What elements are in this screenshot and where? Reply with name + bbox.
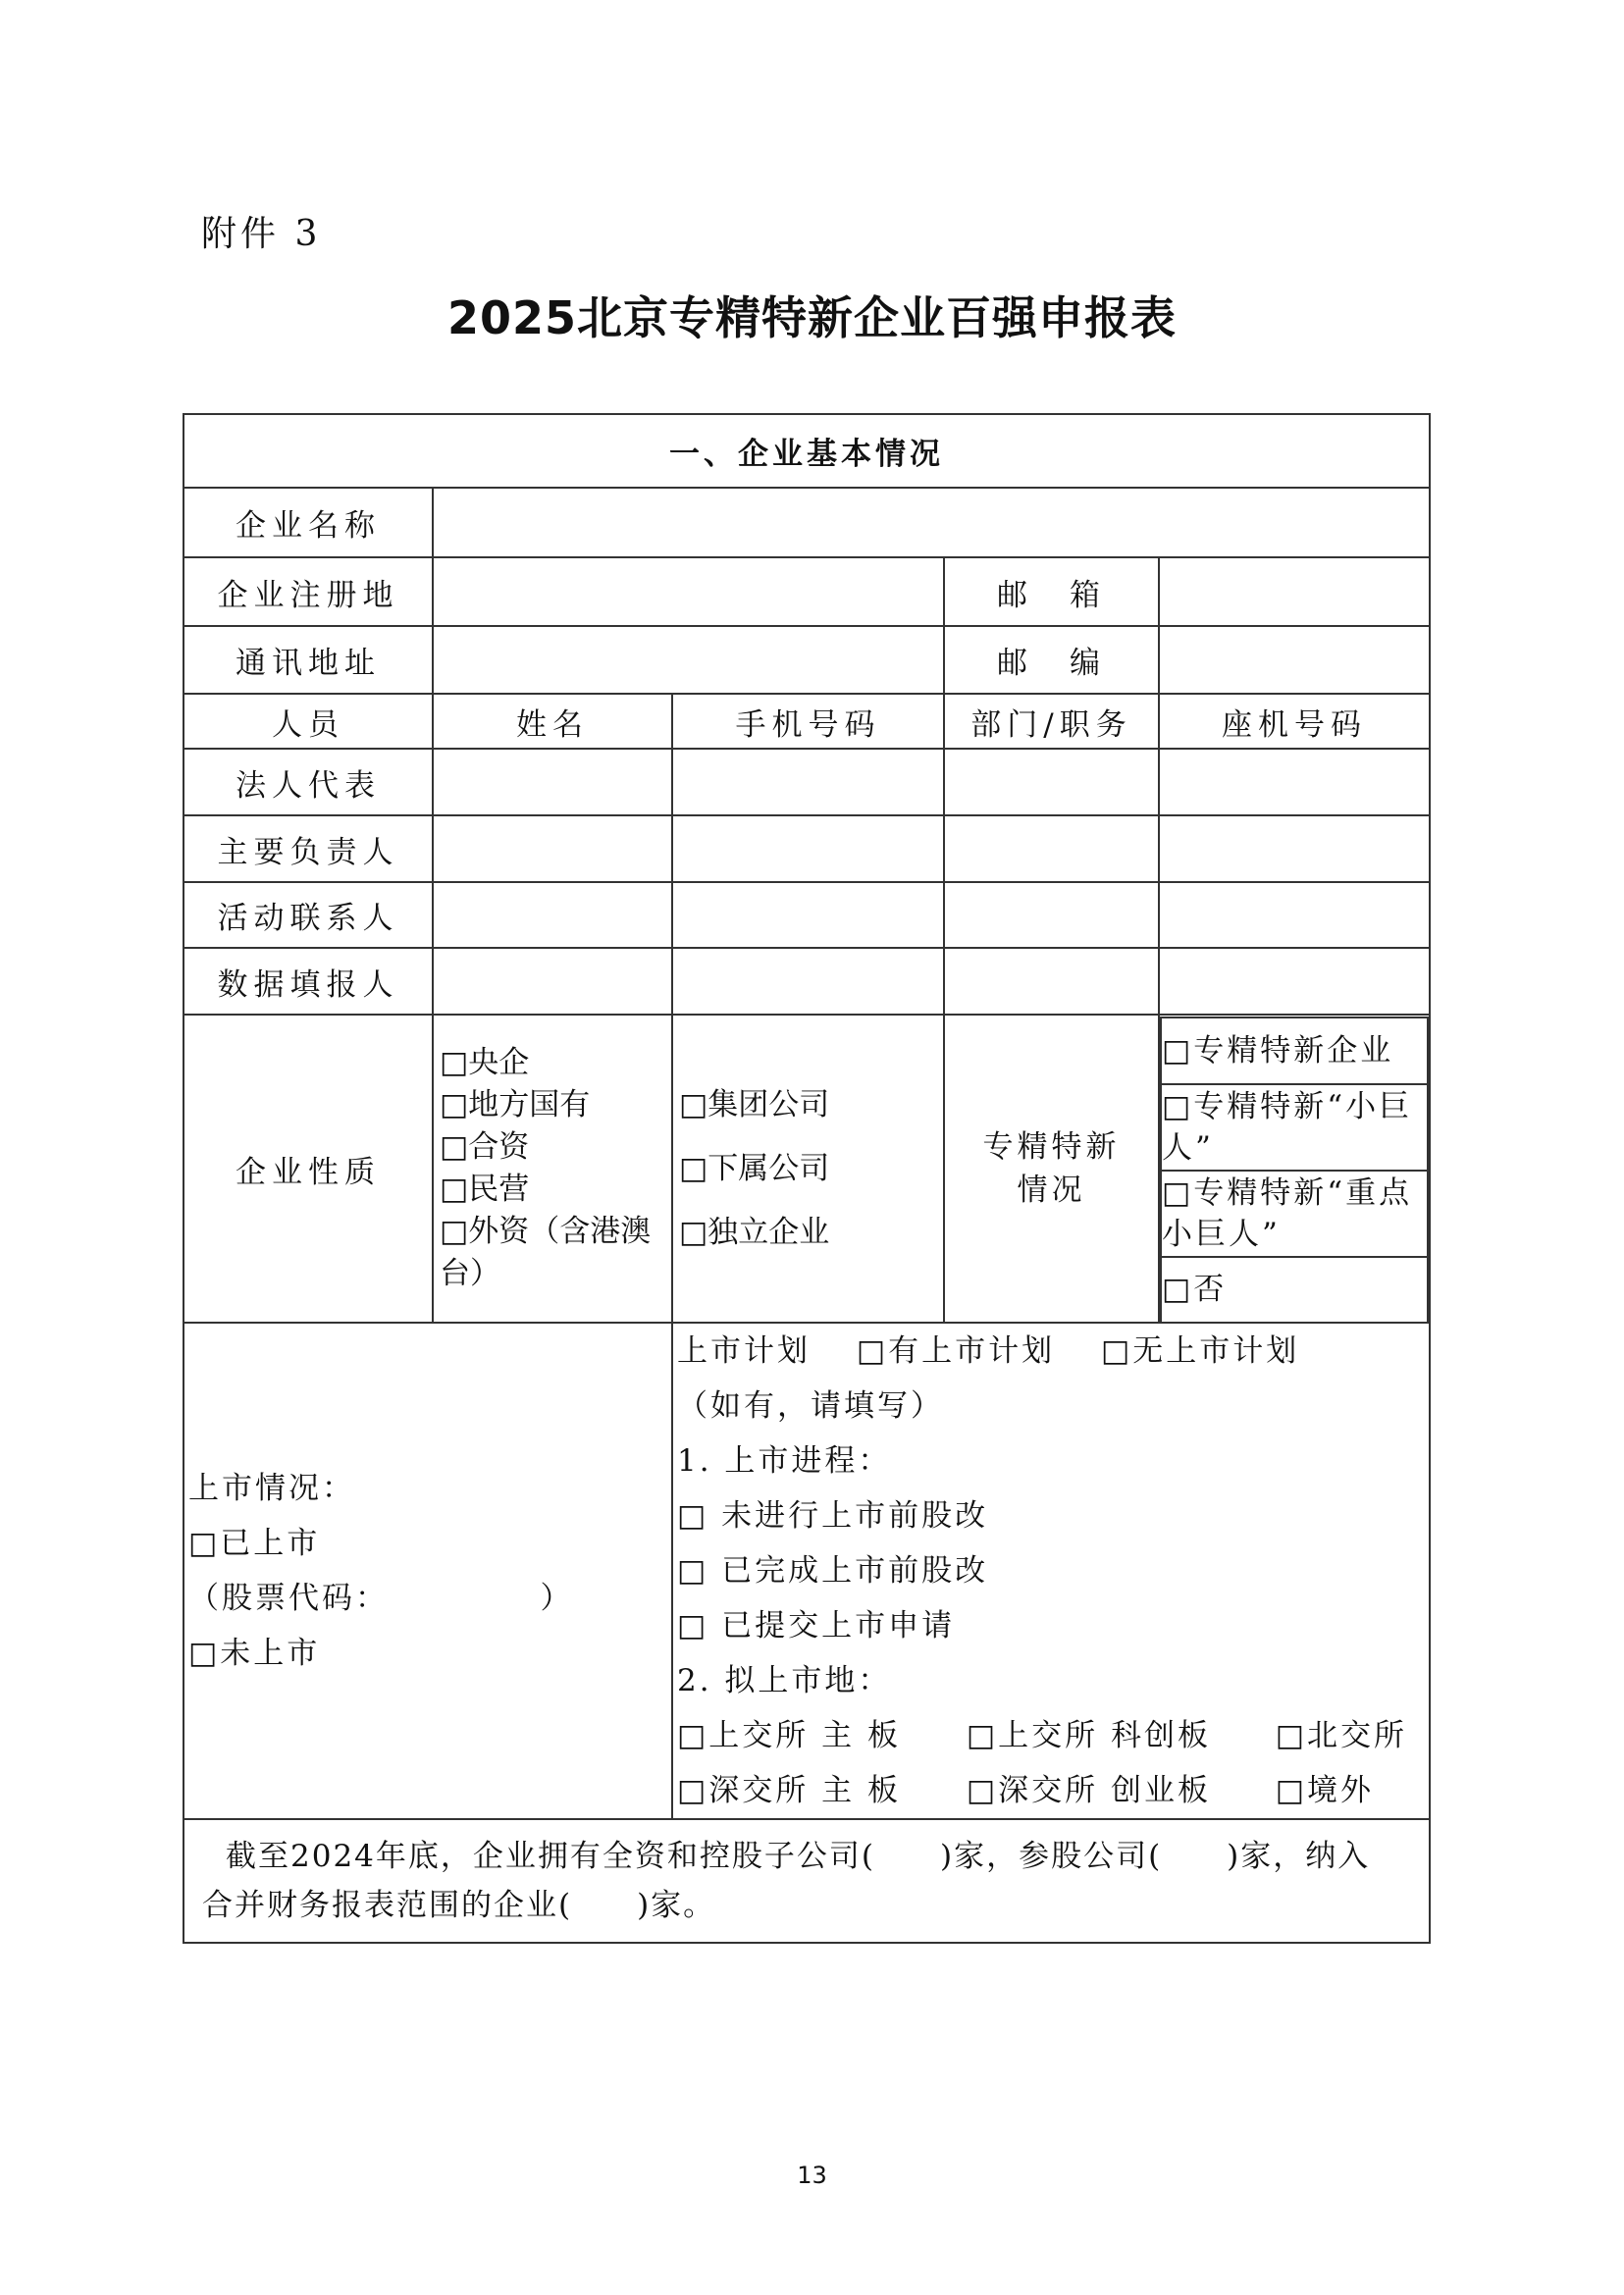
address-label: 通讯地址 [183, 626, 433, 694]
option-listed[interactable]: □已上市 [188, 1526, 321, 1561]
company-name-label: 企业名称 [183, 488, 433, 557]
legal-rep-department-field[interactable] [944, 749, 1159, 815]
option-sse-main[interactable]: □上交所 主 板 [677, 1718, 901, 1753]
listing-plan-cell [672, 1323, 1430, 1819]
option-key-little-giant[interactable]: □专精特新“重点小巨人” [1161, 1171, 1428, 1257]
contact-name-field[interactable] [433, 882, 672, 948]
page-number: 13 [797, 2162, 827, 2189]
srdi-label: 专精特新情况 [944, 1015, 1159, 1323]
contact-mobile-field[interactable] [672, 882, 944, 948]
subsidiaries-note [183, 1819, 1430, 1943]
option-has-plan[interactable]: □有上市计划 [856, 1333, 1056, 1369]
option-srdi-enterprise[interactable]: □专精特新企业 [1161, 1017, 1428, 1084]
option-no-plan[interactable]: □无上市计划 [1101, 1333, 1300, 1369]
registered-place-field[interactable] [433, 557, 944, 626]
reporter-landline-field[interactable] [1159, 948, 1430, 1015]
principal-department-field[interactable] [944, 815, 1159, 882]
postcode-label: 邮 编 [944, 626, 1159, 694]
reporter-mobile-field[interactable] [672, 948, 944, 1015]
registered-place-label: 企业注册地 [183, 557, 433, 626]
form-title: 2025北京专精特新企业百强申报表 [446, 291, 1178, 344]
address-field[interactable] [433, 626, 944, 694]
option-subsidiary[interactable]: □下属公司 [679, 1150, 830, 1186]
fill-note: （如有，请填写） [677, 1388, 944, 1424]
option-szse-main[interactable]: □深交所 主 板 [677, 1773, 901, 1808]
postcode-field[interactable] [1159, 626, 1430, 694]
row-legal-rep-label: 法人代表 [183, 749, 433, 815]
option-independent[interactable]: □独立企业 [679, 1214, 830, 1250]
subsidiaries-line1[interactable]: 截至2024年底，企业拥有全资和控股子公司( )家，参股公司( )家，纳入 [226, 1839, 1371, 1874]
header-personnel: 人员 [183, 694, 433, 749]
attachment-label: 附件 3 [201, 214, 322, 254]
company-name-field[interactable] [433, 488, 1430, 557]
nature-label: 企业性质 [183, 1015, 433, 1323]
option-restructured[interactable]: □ 已完成上市前股改 [677, 1553, 989, 1589]
row-contact-label: 活动联系人 [183, 882, 433, 948]
header-name: 姓名 [433, 694, 672, 749]
option-not-listed[interactable]: □未上市 [188, 1636, 321, 1671]
contact-landline-field[interactable] [1159, 882, 1430, 948]
option-local-soe[interactable]: □地方国有 [440, 1087, 591, 1122]
principal-mobile-field[interactable] [672, 815, 944, 882]
option-little-giant[interactable]: □专精特新“小巨人” [1161, 1084, 1428, 1171]
option-overseas[interactable]: □境外 [1275, 1773, 1375, 1808]
srdi-options [1159, 1015, 1430, 1323]
option-applied[interactable]: □ 已提交上市申请 [677, 1608, 956, 1643]
row-reporter-label: 数据填报人 [183, 948, 433, 1015]
email-label: 邮 箱 [944, 557, 1159, 626]
principal-landline-field[interactable] [1159, 815, 1430, 882]
listing-plan-label: 上市计划 [677, 1333, 811, 1369]
option-joint-venture[interactable]: □合资 [440, 1129, 530, 1165]
principal-name-field[interactable] [433, 815, 672, 882]
legal-rep-mobile-field[interactable] [672, 749, 944, 815]
legal-rep-landline-field[interactable] [1159, 749, 1430, 815]
row-principal-label: 主要负责人 [183, 815, 433, 882]
stock-code-field[interactable]: （股票代码： ） [188, 1581, 574, 1616]
option-none[interactable]: □否 [1161, 1257, 1428, 1322]
header-mobile: 手机号码 [672, 694, 944, 749]
listing-status-cell [183, 1323, 672, 1819]
option-bse[interactable]: □北交所 [1275, 1718, 1408, 1753]
contact-department-field[interactable] [944, 882, 1159, 948]
reporter-name-field[interactable] [433, 948, 672, 1015]
progress-label: 1. 上市进程： [677, 1443, 892, 1479]
option-szse-chinext[interactable]: □深交所 创业板 [966, 1773, 1212, 1808]
header-landline: 座机号码 [1159, 694, 1430, 749]
header-department: 部门/职务 [944, 694, 1159, 749]
email-field[interactable] [1159, 557, 1430, 626]
option-private[interactable]: □民营 [440, 1172, 530, 1207]
option-central-soe[interactable]: □央企 [440, 1045, 530, 1080]
option-foreign[interactable]: □外资（含港澳台） [440, 1214, 652, 1291]
structure-options [672, 1015, 944, 1323]
legal-rep-name-field[interactable] [433, 749, 672, 815]
reporter-department-field[interactable] [944, 948, 1159, 1015]
option-sse-star[interactable]: □上交所 科创板 [966, 1718, 1212, 1753]
application-form-table [183, 413, 1431, 1944]
venue-label: 2. 拟上市地： [677, 1663, 892, 1698]
option-no-restructure[interactable]: □ 未进行上市前股改 [677, 1498, 989, 1534]
section-heading: 一、企业基本情况 [183, 414, 1430, 488]
listing-status-label: 上市情况： [188, 1471, 355, 1506]
subsidiaries-line2[interactable]: 合并财务报表范围的企业( )家。 [202, 1888, 716, 1923]
ownership-options [433, 1015, 672, 1323]
option-group-company[interactable]: □集团公司 [679, 1086, 830, 1122]
